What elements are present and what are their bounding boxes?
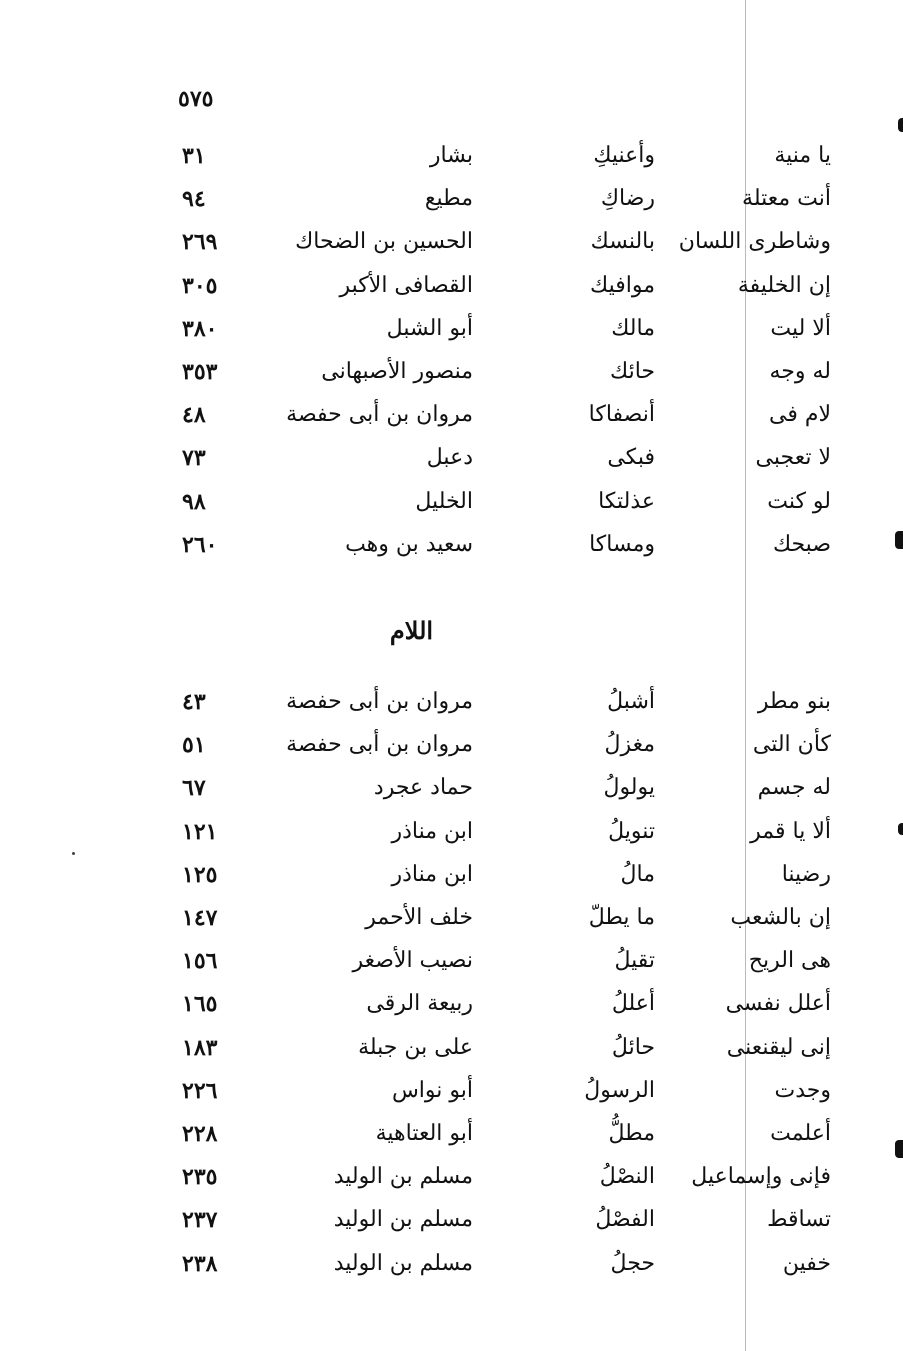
poet-name: بشار [429, 143, 473, 168]
index-row [0, 855, 903, 895]
poet-name: منصور الأصبهانى [321, 359, 473, 384]
poet-name: دعبل [426, 445, 473, 471]
rhyme-word: تنويلُ [608, 818, 655, 844]
page-reference: ٤٣ [182, 689, 206, 715]
index-row [0, 725, 903, 765]
verse-start: يا منية [774, 143, 831, 168]
index-row [0, 984, 903, 1024]
section-heading-lam: اللام [389, 616, 434, 645]
page-reference: ٧٣ [182, 445, 206, 472]
page-reference: ٣٥٣ [182, 359, 218, 385]
page-reference: ٣٠٥ [182, 272, 218, 299]
rhyme-word: وأعنيكِ [593, 143, 655, 168]
page-reference: ٢٣٧ [182, 1207, 218, 1234]
verse-start: لام فى [768, 402, 831, 428]
index-row [0, 1157, 903, 1197]
verse-start: له وجه [769, 359, 831, 384]
poet-name: سعيد بن وهب [345, 531, 473, 557]
poet-name: مسلم بن الوليد [333, 1207, 473, 1233]
page-reference: ١٤٧ [182, 905, 218, 931]
index-row [0, 136, 903, 176]
poet-name: مطيع [424, 186, 473, 212]
page-reference: ٩٤ [182, 186, 206, 213]
verse-start: لو كنت [767, 488, 831, 514]
index-row [0, 1200, 903, 1240]
poet-name: الخليل [415, 488, 473, 514]
page-reference: ٩٨ [182, 488, 206, 515]
verse-start: صبحك [772, 531, 831, 557]
verse-start: فإنى وإسماعيل [691, 1164, 831, 1190]
page-reference: ٢٢٦ [182, 1077, 218, 1104]
page-reference: ١٥٦ [182, 948, 218, 975]
index-row [0, 1114, 903, 1154]
verse-start: أنت معتلة [742, 186, 831, 212]
page-reference: ٥١ [182, 732, 206, 759]
index-row [0, 768, 903, 808]
index-row [0, 1071, 903, 1111]
page-reference: ١٦٥ [182, 991, 218, 1018]
page-reference: ٢٦٩ [182, 229, 218, 256]
page-reference: ٢٣٥ [182, 1164, 218, 1191]
verse-start: وشاطرى اللسان [678, 229, 831, 255]
page-reference: ٣٨٠ [182, 315, 218, 342]
page-reference: ٦٧ [182, 775, 206, 802]
rhyme-word: أشبلُ [607, 689, 655, 714]
poet-name: مروان بن أبى حفصة [286, 402, 473, 428]
page-reference: ١٨٣ [182, 1034, 218, 1061]
rhyme-word: ما يطلّ [588, 905, 655, 930]
rhyme-word: النصْلُ [599, 1164, 655, 1190]
poet-name: نصيب الأصغر [352, 948, 473, 974]
rhyme-word: مالك [611, 315, 655, 341]
poet-name: الحسين بن الضحاك [295, 229, 473, 255]
page-reference: ٣١ [182, 143, 206, 169]
page-reference: ٢٦٠ [182, 531, 218, 558]
poet-name: ابن مناذر [391, 818, 473, 844]
poet-name: مسلم بن الوليد [333, 1164, 473, 1190]
verse-start: إنى ليقنعنى [726, 1034, 831, 1060]
verse-start: بنو مطر [757, 689, 831, 714]
rhyme-word: موافيك [590, 272, 655, 298]
poet-name: أبو نواس [391, 1077, 473, 1103]
poet-name: على بن جبلة [358, 1034, 473, 1060]
verse-start: هى الريح [748, 948, 831, 974]
verse-start: خفين [782, 1250, 831, 1276]
page-reference: ١٢٥ [182, 861, 218, 888]
poet-name: مروان بن أبى حفصة [286, 732, 473, 758]
rhyme-word: ومساكا [589, 531, 655, 557]
rhyme-word: بالنسك [590, 229, 655, 255]
poet-name: أبو الشبل [386, 315, 473, 341]
rhyme-word: مغزلُ [604, 732, 655, 758]
verse-start: إن الخليفة [737, 272, 831, 298]
verse-start: أعلل نفسى [725, 991, 831, 1017]
index-row [0, 395, 903, 435]
index-row [0, 222, 903, 262]
rhyme-word: رضاكِ [600, 186, 655, 212]
verse-start: أعلمت [770, 1121, 831, 1146]
rhyme-word: حجلُ [610, 1250, 655, 1276]
index-row [0, 898, 903, 938]
page-reference: ٤٨ [182, 402, 206, 429]
poet-name: مروان بن أبى حفصة [286, 689, 473, 714]
verse-start: إن بالشعب [730, 905, 831, 930]
rhyme-word: أنصفاكا [588, 402, 655, 428]
poet-name: حماد عجرد [373, 775, 473, 801]
rhyme-word: مالُ [620, 861, 655, 887]
index-row [0, 1028, 903, 1068]
page-reference: ٢٢٨ [182, 1121, 218, 1147]
rhyme-word: يولولُ [603, 775, 655, 801]
verse-start: ألا يا قمر [750, 818, 831, 844]
index-row [0, 352, 903, 392]
verse-start: رضينا [781, 861, 831, 887]
poet-name: مسلم بن الوليد [333, 1250, 473, 1276]
verse-start: تساقط [767, 1207, 831, 1233]
binding-edge-mark [898, 118, 903, 132]
index-row [0, 812, 903, 852]
rhyme-word: حائك [610, 359, 655, 384]
poet-name: أبو العتاهية [375, 1121, 473, 1146]
rhyme-word: الرسولُ [584, 1077, 655, 1103]
verse-start: كأن التى [752, 732, 831, 758]
index-row [0, 179, 903, 219]
index-row [0, 266, 903, 306]
page-number: ٥٧٥ [178, 86, 214, 112]
index-row [0, 438, 903, 478]
index-row [0, 1244, 903, 1284]
verse-start: وجدت [774, 1077, 831, 1103]
rhyme-word: مطلُّ [608, 1121, 655, 1146]
poet-name: خلف الأحمر [365, 905, 473, 930]
rhyme-word: حائلُ [611, 1034, 655, 1060]
rhyme-word: الفصْلُ [595, 1207, 655, 1233]
index-row [0, 309, 903, 349]
page-reference: ١٢١ [182, 818, 218, 845]
index-row [0, 941, 903, 981]
index-row [0, 525, 903, 565]
poet-name: القصافى الأكبر [339, 272, 473, 298]
poet-name: ابن مناذر [391, 861, 473, 887]
verse-start: له جسم [757, 775, 831, 801]
rhyme-word: عذلتكا [598, 488, 655, 514]
index-row [0, 682, 903, 722]
poet-name: ربيعة الرقى [366, 991, 473, 1017]
rhyme-word: فبكى [607, 445, 655, 471]
rhyme-word: أعللُ [611, 991, 655, 1017]
page-reference: ٢٣٨ [182, 1250, 218, 1277]
verse-start: لا تعجبى [755, 445, 831, 471]
rhyme-word: تقيلُ [614, 948, 655, 974]
index-row [0, 482, 903, 522]
verse-start: ألا ليت [770, 315, 831, 341]
